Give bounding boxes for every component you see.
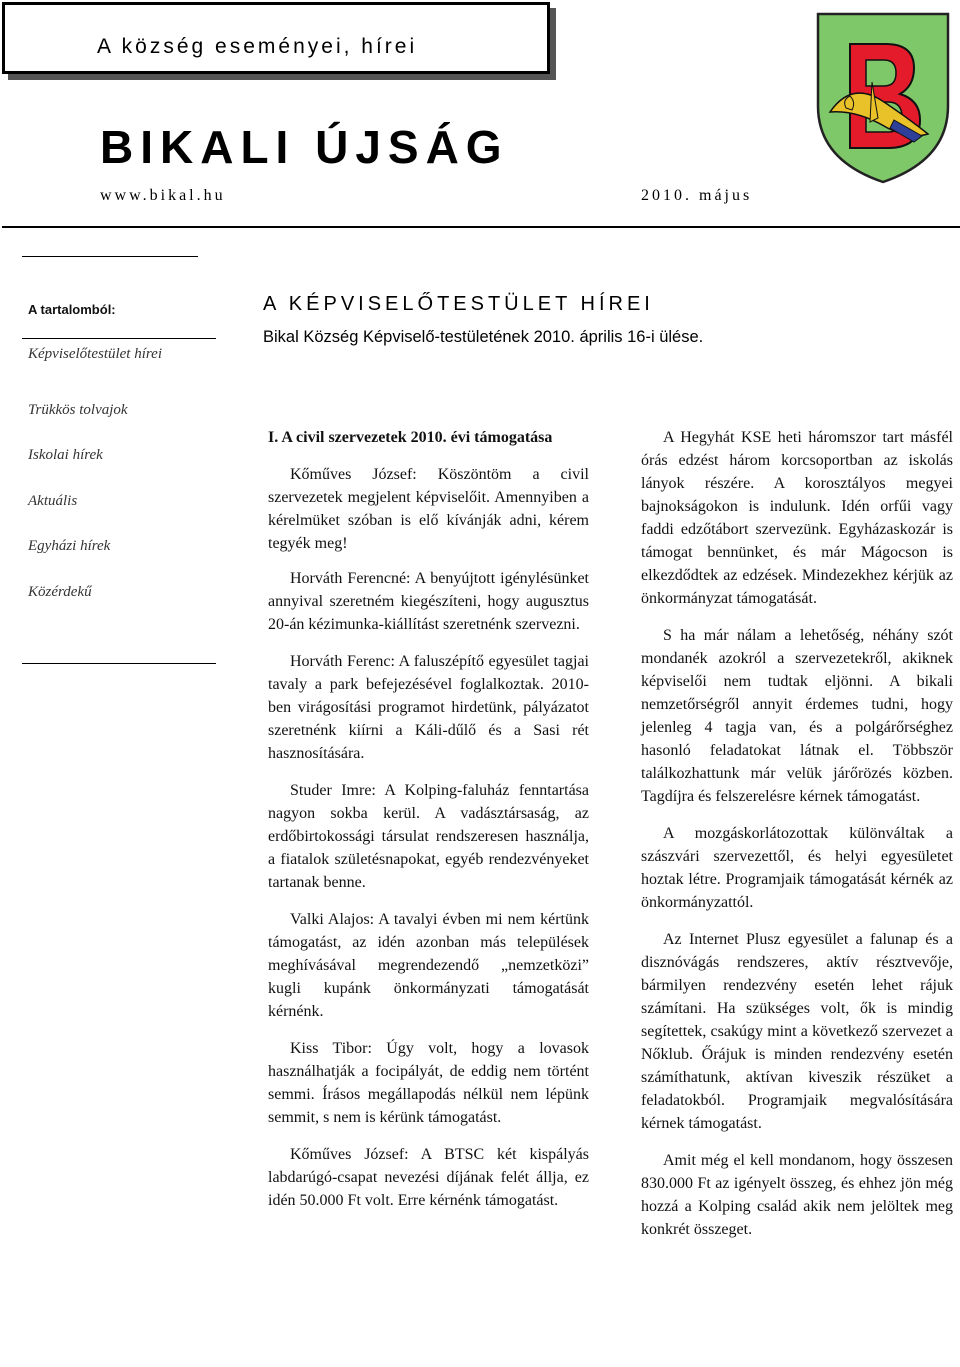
paragraph: Valki Alajos: A tavalyi évben mi nem kértünk támogatást, az idén azonban más települések meghívásával megrendezendő „nemzetközi” kugli kupánk önkormányzati támogatását kérnénk. xyxy=(268,911,589,1020)
toc-item-aktualis[interactable]: Aktuális xyxy=(28,493,78,509)
paragraph: Kiss Tibor: Úgy volt, hogy a lovasok használhatják a focipályát, de eddig nem történt semmi. Írásos megállapodás nélkül nem lépünk semmit, s nem is kérünk támogatást. xyxy=(268,1040,589,1126)
sidebar-rule-top xyxy=(22,256,198,257)
paragraph: Horváth Ferencné: A benyújtott igénylésünket annyival szeretném kiegészíteni, hogy augusztus 20-án kézimunka-kiállítást szeretnénk szervezni. xyxy=(268,570,589,633)
paragraph: Studer Imre: A Kolping-faluház fenntartása nagyon sokba kerül. A vadásztársaság, az erdőbirtokossági társulat rendszeresen használja, a fiatalok születésnapokat, egyéb rendezvényeket tartanak benne. xyxy=(268,782,589,891)
paragraph: Kőműves József: A BTSC két kispályás labdarúgó-csapat nevezési díjának felét állja, ez idén 50.000 Ft volt. Erre kérnénk támogatást. xyxy=(268,1146,589,1209)
toc-item-trukkos-tolvajok[interactable]: Trükkös tolvajok xyxy=(28,402,128,418)
article-column-left xyxy=(268,426,589,1226)
toc-item-egyhazi-hirek[interactable]: Egyházi hírek xyxy=(28,538,111,554)
masthead-title: BIKALI ÚJSÁG xyxy=(100,121,509,173)
paragraph: S ha már nálam a lehetőség, néhány szót mondanék azokról a szervezetekről, akiknek képviselői nem tudtak eljönni. A bikali nemzetőrségről annyit érdemes tudni, hogy jelenleg 4 tagja van, és a polgárőrséghez hasonló feladatokat látnak el. Többször találkozhattunk már velük járőrözés közben. Tagdíjra és felszerelésre kérnek támogatást. xyxy=(641,627,953,805)
sidebar-rule xyxy=(22,338,216,339)
newsletter-heading: A község eseményei, hírei xyxy=(97,35,418,58)
article-column-right xyxy=(641,426,953,1255)
paragraph: A Hegyhát KSE heti háromszor tart másfél órás edzést három korcsoportban az iskolás lányok részére. A korosztályos megyei bajnokságokon is indulunk. Idén orfűi vagy faddi edzőtábort szervezünk. Egyházaskozár is támogat bennünket, és már Mágocson is elkezdődtek az edzések. Mindezekhez kérjük az önkormányzat támogatását. xyxy=(641,429,953,607)
paragraph: A mozgáskorlátozottak különváltak a szászvári szervezettől, és helyi egyesületet hoztak létre. Programjaik támogatását kérnék az önkormányzattól. xyxy=(641,825,953,911)
article-heading: I. A civil szervezetek 2010. évi támogatása xyxy=(268,429,553,446)
toc-item-kozerdeku[interactable]: Közérdekű xyxy=(28,584,92,600)
site-url[interactable]: www.bikal.hu xyxy=(100,187,226,204)
masthead-divider xyxy=(2,226,960,228)
paragraph: Amit még el kell mondanom, hogy összesen 830.000 Ft az igényelt összeg, és ehhez jön még hozzá a Kolping család akik nem jelöltek meg konkrét összeget. xyxy=(641,1152,953,1238)
paragraph: Az Internet Plusz egyesület a falunap és a disznóvágás rendszeres, aktív résztvevője, bármilyen rendezvény esetén lehet rájuk számítani. Ha szükséges volt, ők is mindig segítettek, csakúgy mint a következő szervezet a Nőklub. Őrájuk is minden rendezvény esetén számíthatunk, aktívan kiveszik részüket a feladatokból. Programjaik megvalósítására kérnek támogatást. xyxy=(641,931,953,1132)
section-subtitle: Bikal Község Képviselő-testületének 2010. április 16-i ülése. xyxy=(263,328,704,346)
toc-item-kepviselotestulet[interactable]: Képviselőtestület hírei xyxy=(28,346,162,362)
toc-item-iskolai-hirek[interactable]: Iskolai hírek xyxy=(28,447,103,463)
toc-title: A tartalomból: xyxy=(28,302,116,317)
sidebar-rule-bottom xyxy=(22,663,216,664)
header-box xyxy=(2,2,550,74)
paragraph: Kőműves József: Köszöntöm a civil szervezetek megjelent képviselőit. Amennyiben a kérelmüket szóban is elő kívánják adni, kérem tegyék meg! xyxy=(268,466,589,552)
village-crest-icon xyxy=(812,10,954,186)
issue-date: 2010. május xyxy=(641,187,753,204)
section-title: A KÉPVISELŐTESTÜLET HÍREI xyxy=(263,293,654,315)
paragraph: Horváth Ferenc: A faluszépítő egyesület tagjai tavaly a park befejezésével foglalkoztak. 2010-ben virágosítási programot hirdetünk, pályázatot szeretnénk kiírni a Káli-dűlő és a Sasi rét hasznosítására. xyxy=(268,653,589,762)
